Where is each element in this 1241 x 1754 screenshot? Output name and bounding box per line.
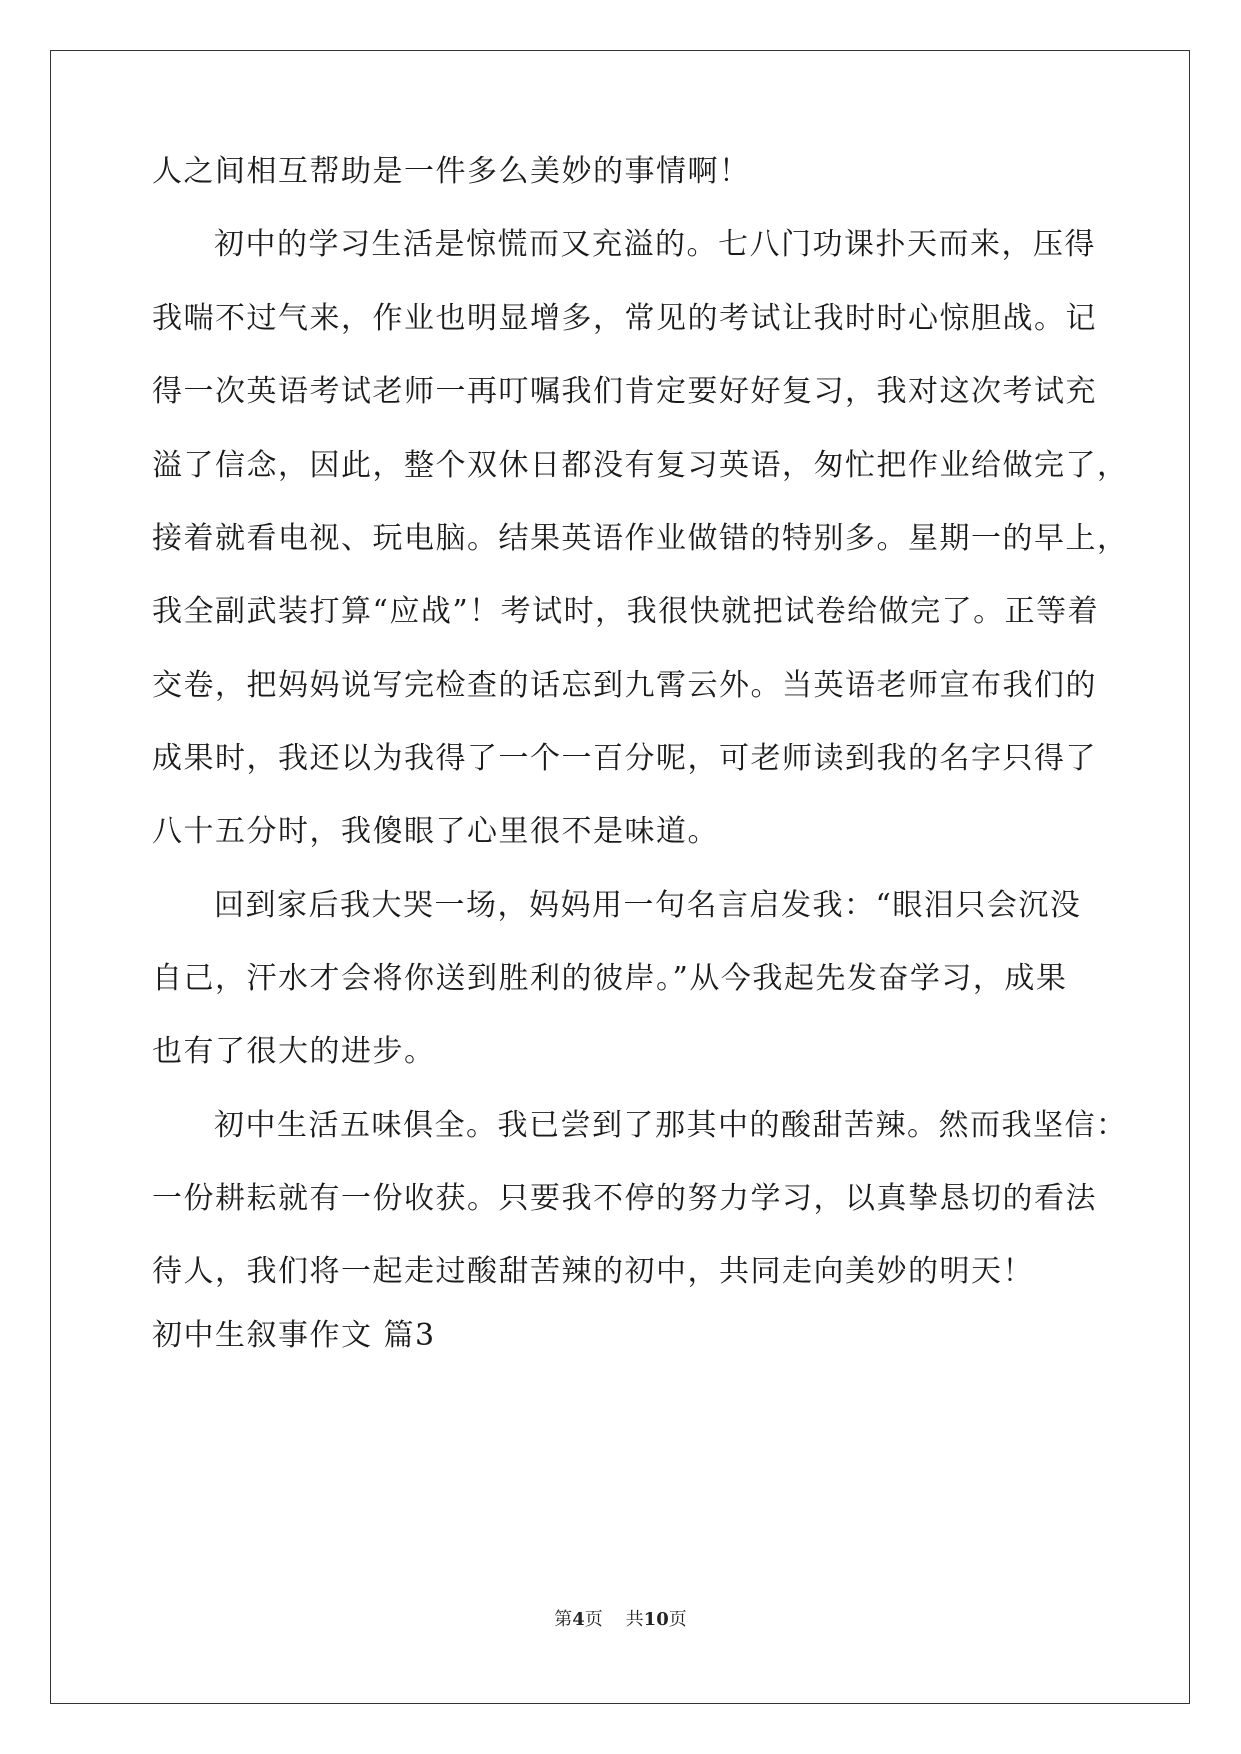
paragraph-line: 我喘不过气来，作业也明显增多，常见的考试让我时时心惊胆战。记: [152, 301, 1097, 336]
paragraph-line: 溢了信念，因此，整个双休日都没有复习英语，匆忙把作业给做完了，: [152, 448, 1129, 483]
paragraph-line: 待人，我们将一起走过酸甜苦辣的初中，共同走向美妙的明天！: [152, 1254, 1034, 1289]
footer-page-suffix: 页: [584, 1609, 603, 1630]
section-heading: 初中生叙事作文 篇3: [152, 1318, 436, 1353]
footer-page-number: 4: [572, 1609, 585, 1630]
paragraph-line: 接着就看电视、玩电脑。结果英语作业做错的特别多。星期一的早上，: [152, 521, 1129, 556]
paragraph-line: 自己，汗水才会将你送到胜利的彼岸。”从今我起先发奋学习，成果: [152, 961, 1068, 996]
paragraph-line: 一份耕耘就有一份收获。只要我不停的努力学习，以真挚恳切的看法: [152, 1181, 1097, 1216]
paragraph-line: 初中生活五味俱全。我已尝到了那其中的酸甜苦辣。然而我坚信：: [214, 1108, 1128, 1143]
footer-prefix: 第: [554, 1609, 573, 1630]
page-footer: [0, 1608, 1241, 1632]
footer-total-prefix: 共: [625, 1609, 644, 1630]
paragraph-line: 八十五分时，我傻眼了心里很不是味道。: [152, 814, 719, 849]
paragraph-line: 初中的学习生活是惊慌而又充溢的。七八门功课扑天而来，压得: [214, 227, 1096, 262]
paragraph-line: 回到家后我大哭一场，妈妈用一句名言启发我：“眼泪只会沉没: [214, 888, 1082, 923]
paragraph-line: 交卷，把妈妈说写完检查的话忘到九霄云外。当英语老师宣布我们的: [152, 668, 1097, 703]
paragraph-line: 得一次英语考试老师一再叮嘱我们肯定要好好复习，我对这次考试充: [152, 374, 1097, 409]
footer-total-suffix: 页: [668, 1609, 687, 1630]
paragraph-line: 我全副武装打算“应战”！考试时，我很快就把试卷给做完了。正等着: [152, 594, 1100, 629]
paragraph-line: 也有了很大的进步。: [152, 1034, 436, 1069]
footer-total-pages: 10: [643, 1609, 669, 1630]
paragraph-line: 成果时，我还以为我得了一个一百分呢，可老师读到我的名字只得了: [152, 741, 1097, 776]
paragraph-line: 人之间相互帮助是一件多么美妙的事情啊！: [152, 154, 751, 189]
